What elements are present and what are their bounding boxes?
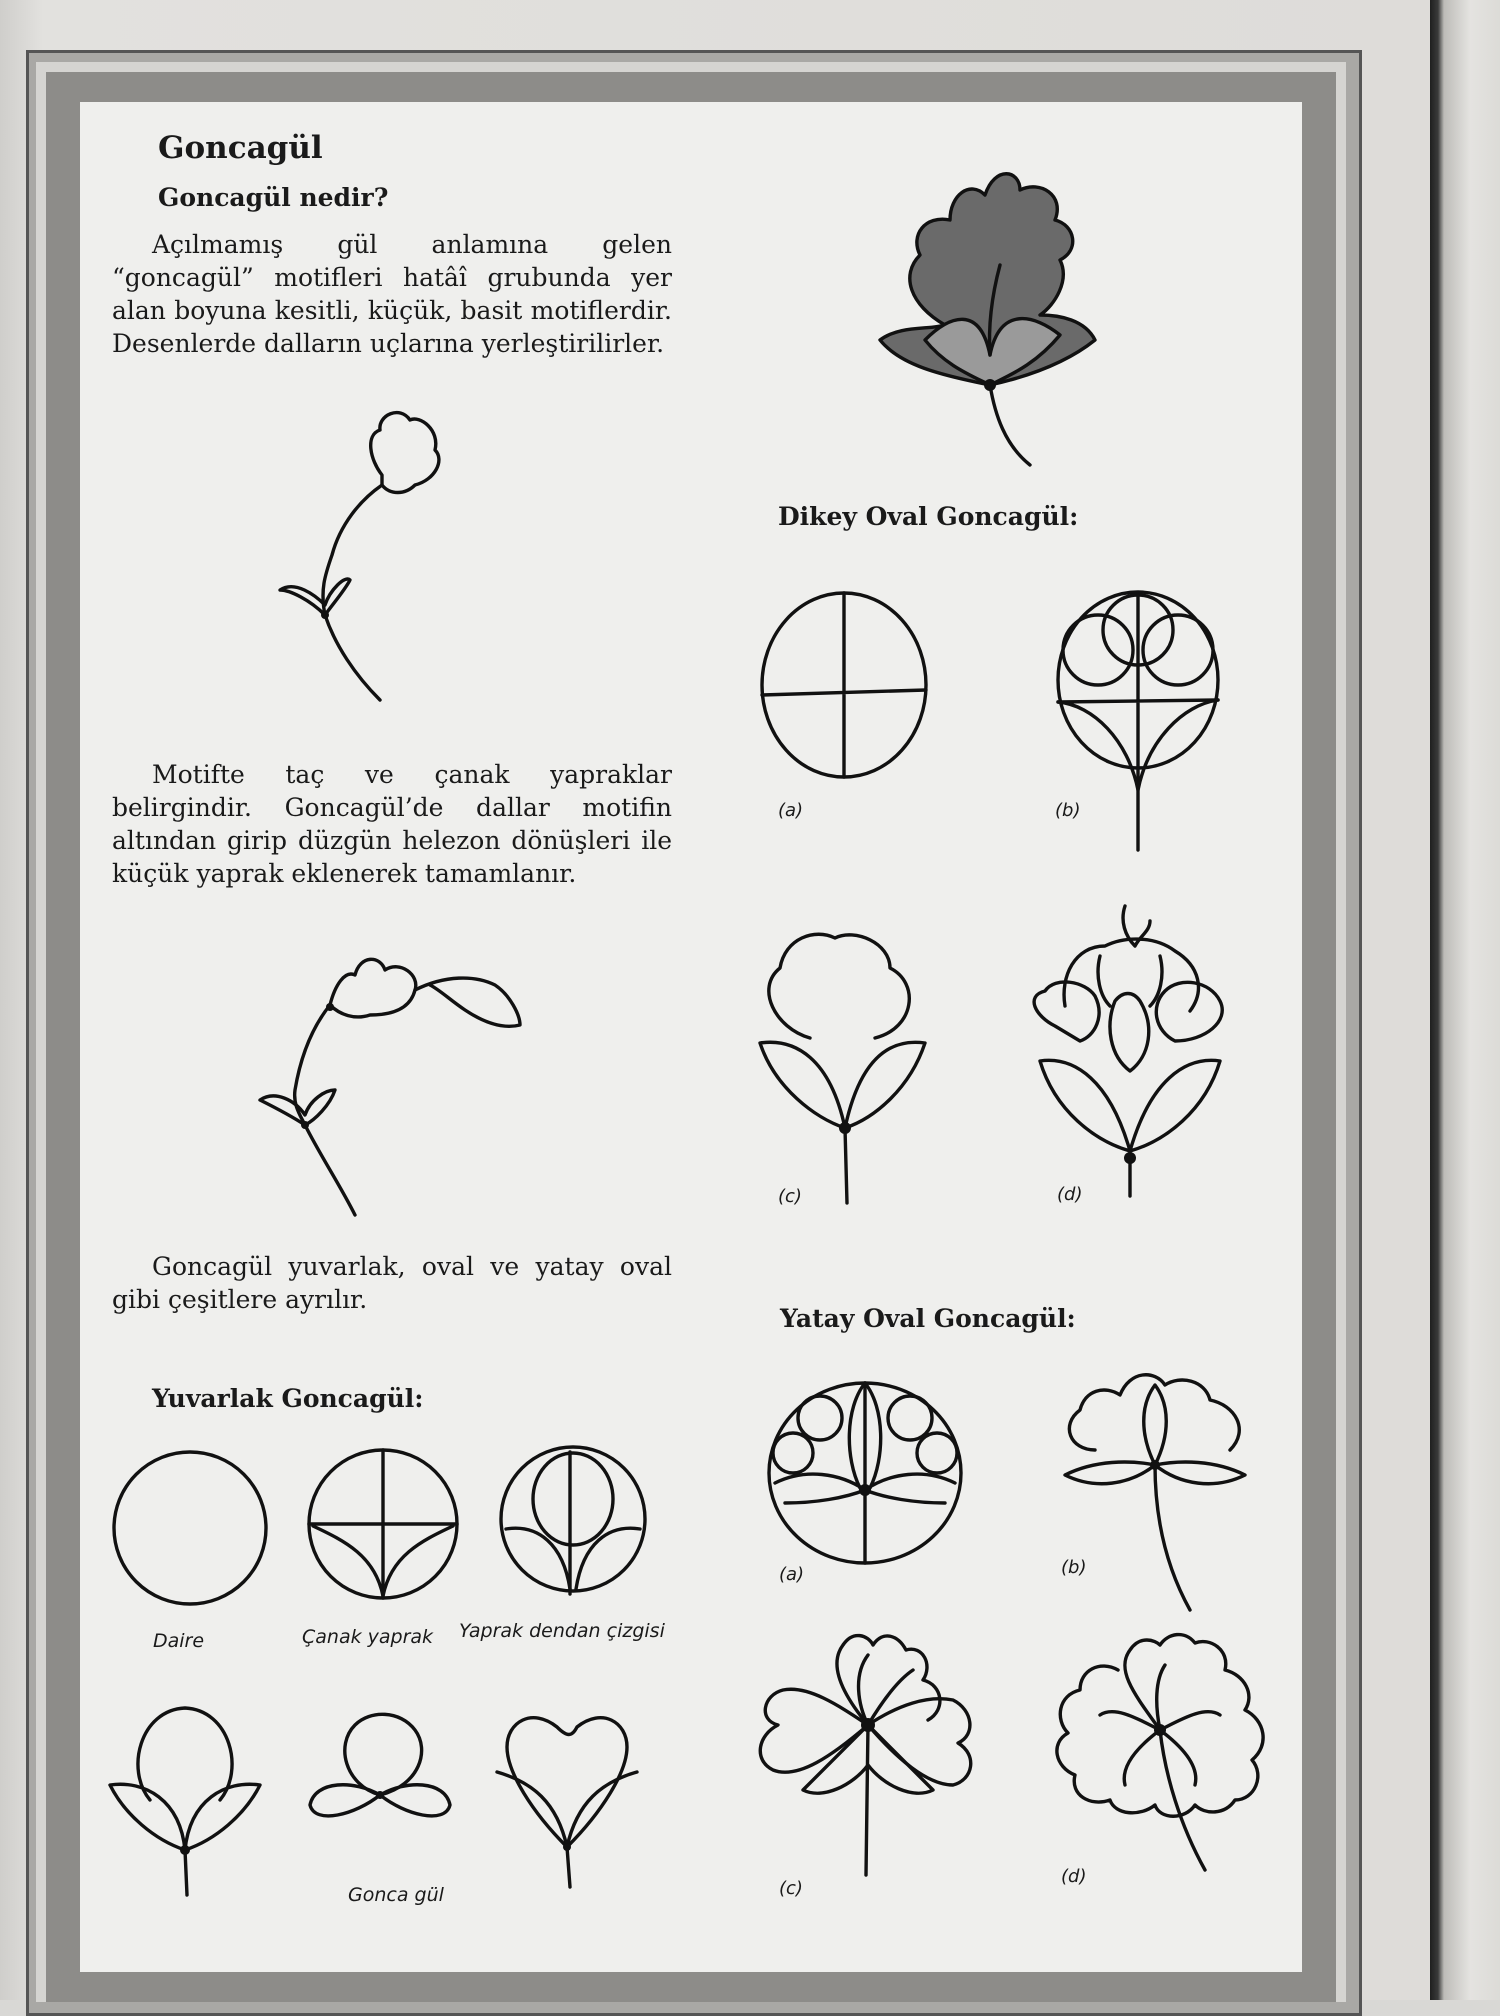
label-dikey-d: (d) [1057,1184,1083,1205]
label-yatay-c: (c) [779,1878,803,1899]
circle-yaprak-dendan-icon [498,1444,648,1594]
third-paragraph [112,1250,672,1316]
label-yatay-a: (a) [779,1564,805,1585]
bud-round-canak-icon [105,1700,265,1900]
bud-heart-dendan-icon [492,1702,642,1892]
caption-gonca-gul: Gonca gül [348,1884,444,1906]
second-paragraph [112,758,672,890]
label-yatay-b: (b) [1061,1557,1087,1578]
heading-dikey-oval: Dikey Oval Goncagül: [778,502,1079,531]
heading-yatay-oval: Yatay Oval Goncagül: [780,1304,1076,1333]
dikey-oval-ornate-d-icon [1025,896,1235,1206]
yatay-oval-construction-a-icon [765,1378,965,1568]
goncagul-shaded-illustration-icon [870,155,1110,475]
label-yatay-d: (d) [1061,1866,1087,1887]
dikey-oval-bud-c-icon [755,928,930,1208]
intro-text: Açılmamış gül anlamına gelen “goncagül” motifleri hatâî grubunda yer alan boyuna kesitli, küçük, basit motiflerdir. Desenlerde dalların uçlarına yerleştirilirler. [112,230,672,358]
caption-daire: Daire [153,1630,205,1652]
page-title: Goncagül [158,130,323,166]
third-text: Goncagül yuvarlak, oval ve yatay oval gibi çeşitlere ayrılır. [112,1252,672,1314]
bud-gonca-gul-icon [305,1705,455,1835]
branch-bud-sketch-icon [270,405,450,705]
dikey-oval-construction-b-icon [1053,590,1223,850]
second-text: Motifte taç ve çanak yapraklar belirgindir. Goncagül’de dallar motifin altından girip düzgün helezon dönüşleri ile küçük yaprak eklenerek tamamlanır. [112,760,672,888]
label-dikey-a: (a) [778,800,804,821]
heading-yuvarlak: Yuvarlak Goncagül: [152,1384,424,1413]
circle-canak-yaprak-icon [305,1446,461,1602]
yatay-oval-scalloped-d-icon [1040,1625,1280,1875]
caption-yaprak-dendan: Yaprak dendan çizgisi [459,1620,665,1642]
section-subtitle: Goncagül nedir? [158,183,389,212]
dikey-oval-construction-a-icon [758,590,930,780]
intro-paragraph [112,228,672,360]
label-dikey-c: (c) [778,1186,802,1207]
book-spine-edge [1430,0,1500,2000]
caption-canak-yaprak: Çanak yaprak [302,1626,434,1648]
label-dikey-b: (b) [1055,800,1081,821]
circle-daire-icon [110,1448,270,1608]
branch-bud-leaf-sketch-icon [255,930,535,1220]
yatay-oval-bud-b-icon [1055,1365,1255,1615]
yatay-oval-rosette-c-icon [748,1625,988,1885]
